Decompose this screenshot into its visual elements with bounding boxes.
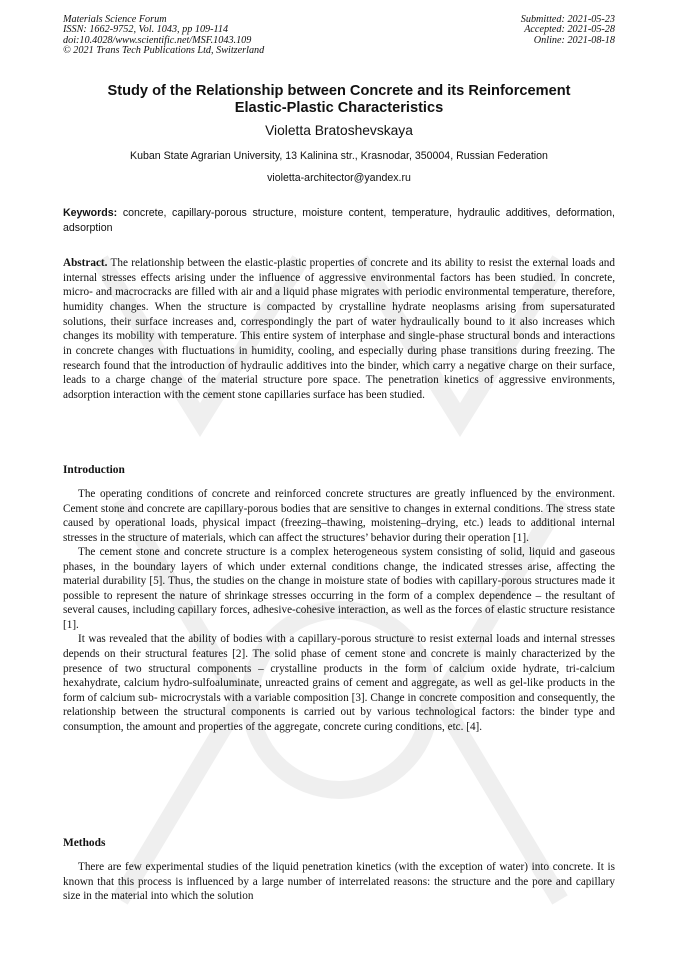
issn-line: ISSN: 1662-9752, Vol. 1043, pp 109-114: [63, 24, 229, 36]
keywords: [63, 206, 615, 235]
title-line: Elastic-Plastic Characteristics: [234, 100, 444, 116]
paragraph: There are few experimental studies of the liquid penetration kinetics (with the exception of water) into concrete. It is known that this process is influenced by a large number of interrelated reasons: the structure and the pore and capillary size in the material into which the solution: [63, 861, 615, 903]
doi-line: doi:10.4028/www.scientific.net/MSF.1043.109: [63, 34, 252, 46]
methods-body: [63, 860, 615, 904]
journal-name: Materials Science Forum: [63, 14, 167, 25]
abstract-text: The relationship between the elastic-plastic properties of concrete and its ability to resist the external loads and internal stresses effects arising under the influence of aggressive environmental factors has been studied. In concrete, micro- and macrocracks are filled with air and a liquid phase migrates with periodic environmental temperature, therefore, humidity changes. When the structure is compacted by crystalline hydrate neoplasms arising from supersaturated solutions, their surface increases and, correspondingly the part of water hydraulically bound to it also increases which changes its mobility with temperature. This entire system of interphase and single-phase structural bonds and interactions in concrete changes with fluctuations in humidity, cooling, and especially during phase transitions during freezing. The research found that the introduction of hydraulic additives into the binder, which carry a negative charge on their surface, leads to a charge change of the material structure pore space. The penetration kinetics of aggressive environments, adsorption interaction with the cement stone capillaries surface has been studied.: [63, 257, 615, 401]
paper-title: [63, 83, 615, 117]
abstract: [63, 256, 615, 403]
introduction-body: [63, 487, 615, 734]
affiliation: Kuban State Agrarian University, 13 Kalinina str., Krasnodar, 350004, Russian Federation: [130, 150, 548, 162]
online-date: Online: 2021-08-18: [533, 34, 615, 46]
copyright-line: © 2021 Trans Tech Publications Ltd, Switzerland: [63, 45, 265, 57]
author-name: Violetta Bratoshevskaya: [265, 123, 413, 138]
submitted-date: Submitted: 2021-05-23: [520, 14, 615, 25]
accepted-date: Accepted: 2021-05-28: [524, 24, 615, 36]
keywords-label: Keywords:: [63, 207, 118, 219]
title-line: Study of the Relationship between Concrete and its Reinforcement: [107, 83, 571, 99]
keywords-text: concrete, capillary-porous structure, moisture content, temperature, hydraulic additives, deformation, adsorption: [63, 207, 615, 234]
introduction-heading: Introduction: [63, 464, 125, 476]
methods-heading: Methods: [63, 837, 106, 849]
paragraph: The cement stone and concrete structure is a complex heterogeneous system consisting of solid, liquid and gaseous phases, in the boundary layers of which under external conditions change, the indicated stresses arise, affecting the material durability [5]. Thus, the studies on the change in moisture state of bodies with capillary-porous structures made it possible to represent the nature of shrinkage stresses occurring in the form of a complex dependence – the resultant of several causes, including capillary forces, adhesive-cohesive interaction, as well as the forces of elastic structure resistance [1].: [63, 546, 615, 631]
paragraph: The operating conditions of concrete and reinforced concrete structures are greatly influenced by the environment. Cement stone and concrete are capillary-porous bodies that are sensitive to changes in external conditions. The stress state caused by operational loads, physical impact (freezing–thawing, moistening–drying, etc.) leads to additional internal stresses in the structure of materials, which can affect the structures’ behavior during their operation [1].: [63, 488, 615, 544]
dates-info: [521, 15, 615, 46]
author-email: violetta-architector@yandex.ru: [267, 172, 411, 184]
journal-info: [63, 15, 264, 57]
paragraph: It was revealed that the ability of bodies with a capillary-porous structure to resist external loads and internal stresses depends on their structural features [2]. The solid phase of cement stone and concrete is mainly characterized by the presence of two structural components – crystalline products in the form of calcium oxide hydrate, tri-calcium hexahydrate, calcium hydro-sulfoaluminate, unreacted grains of cement and aggregate, as well as gel-like products in the form of calcium sub- microcrystals with a variable composition [3]. Change in concrete composition and consequently, the relationship between the structural components is carried out by various technological factors: the binder type and consumption, the amount and properties of the aggregate, concrete curing conditions, etc. [4].: [63, 633, 615, 733]
abstract-label: Abstract.: [63, 257, 108, 269]
